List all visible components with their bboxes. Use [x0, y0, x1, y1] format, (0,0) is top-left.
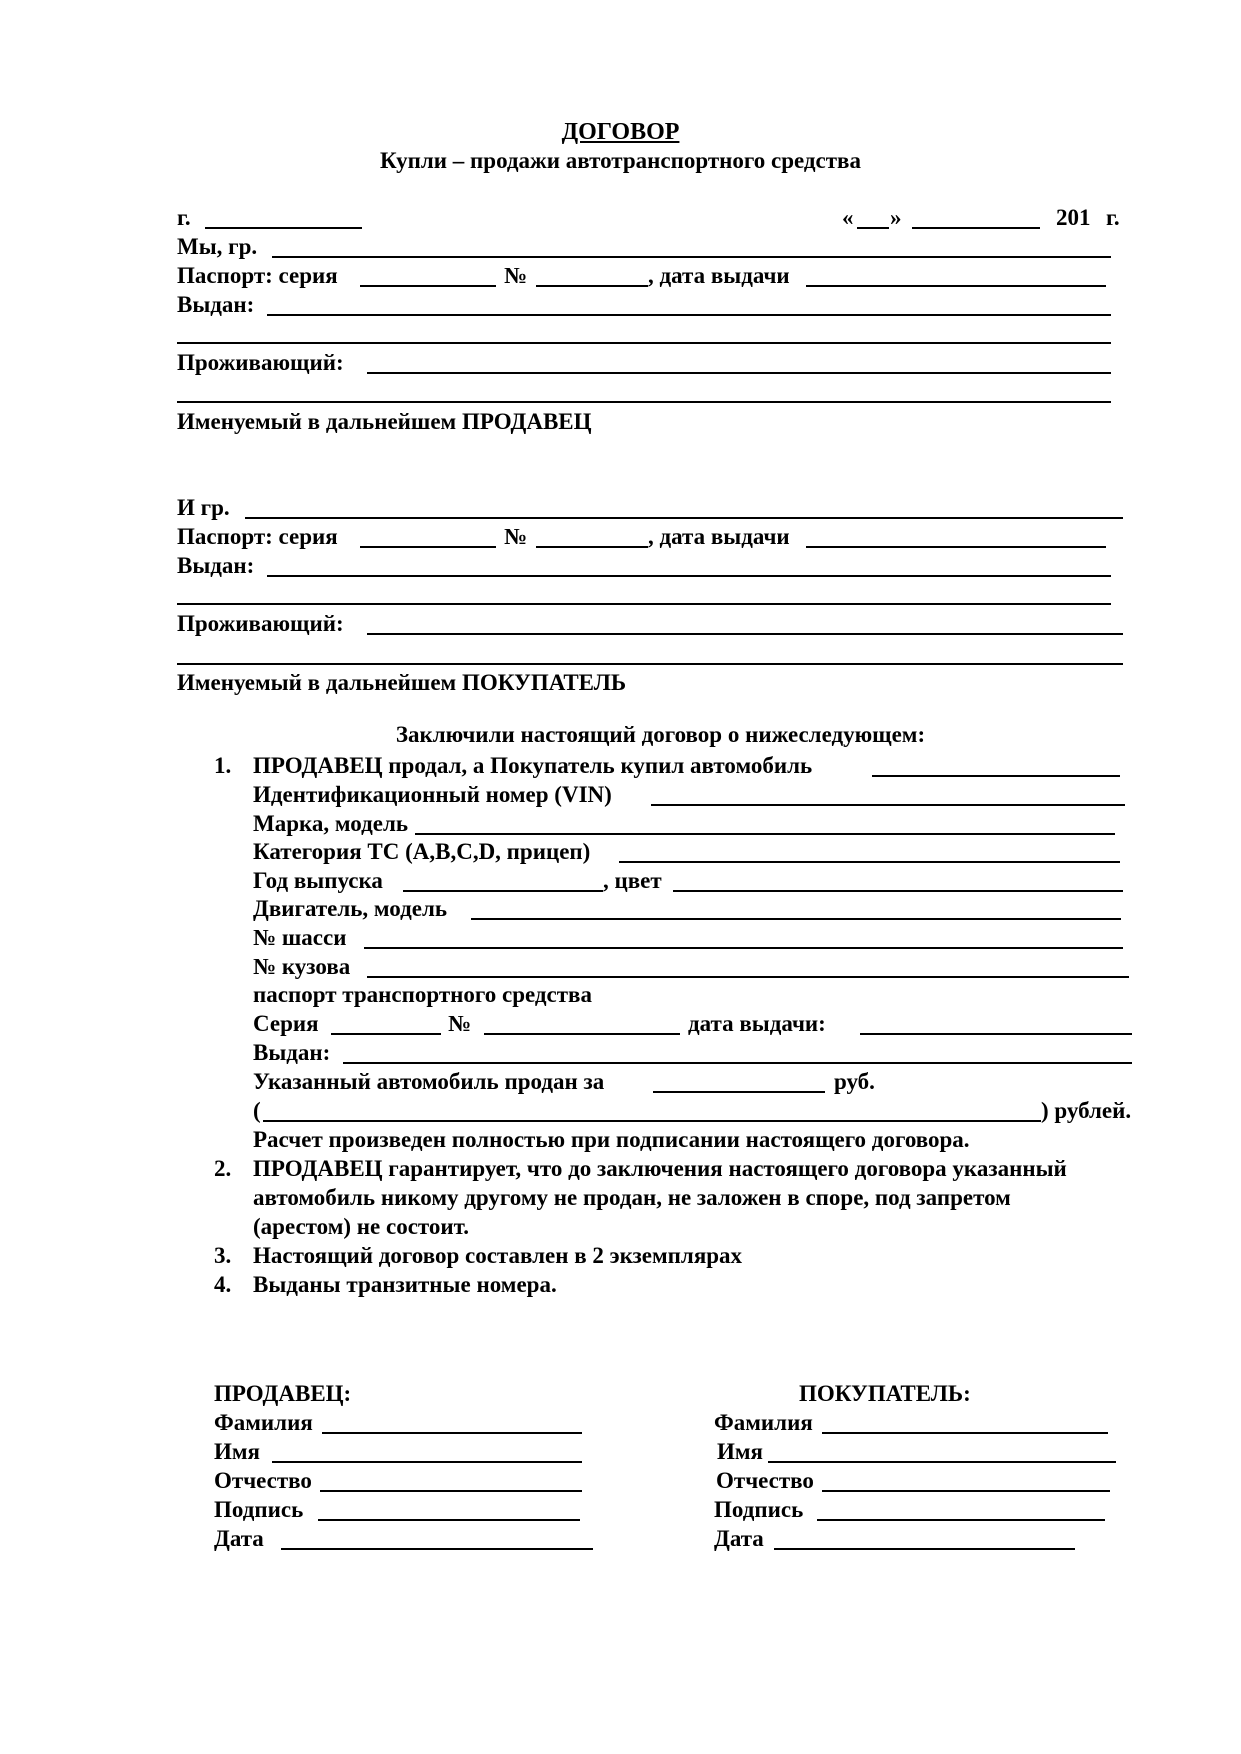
category-label: Категория ТС (A,B,C,D, прицеп) [253, 839, 591, 864]
seller-name-field[interactable] [272, 256, 1111, 258]
document-title: ДОГОВОР [561, 119, 680, 145]
pts-series-label: Серия [253, 1011, 319, 1036]
clause-1-number: 1. [214, 753, 232, 778]
header-row [0, 203, 1241, 232]
buyer-patronymic-field[interactable] [822, 1490, 1110, 1492]
engine-label: Двигатель, модель [253, 896, 448, 921]
clause-4-number: 4. [214, 1272, 232, 1297]
seller-passport-row [0, 261, 1241, 290]
buyer-residing-field-2[interactable] [177, 663, 1123, 665]
buyer-passport-number-field[interactable] [536, 546, 648, 548]
city-field[interactable] [205, 227, 362, 229]
make-model-label: Марка, модель [253, 811, 409, 836]
contract-intro: Заключили настоящий договор о нижеследующем: [395, 722, 926, 747]
seller-signature-label: Подпись [214, 1497, 304, 1522]
buyer-residing-label: Проживающий: [177, 611, 344, 636]
vin-field[interactable] [651, 804, 1125, 806]
seller-passport-series-field[interactable] [360, 285, 496, 287]
seller-residing-field-2[interactable] [177, 401, 1111, 403]
buyer-signature-field[interactable] [817, 1519, 1105, 1521]
clause-2-number: 2. [214, 1156, 232, 1181]
color-label: , цвет [603, 868, 662, 893]
day-field[interactable] [857, 227, 889, 229]
body-label: № кузова [253, 954, 351, 979]
seller-issued-label: Выдан: [177, 292, 255, 317]
price-unit: руб. [834, 1069, 875, 1094]
buyer-date-field[interactable] [774, 1548, 1075, 1550]
seller-name-row [0, 232, 1241, 261]
buyer-passport-series-label: Паспорт: серия [177, 524, 338, 549]
seller-residing-row [0, 348, 1241, 377]
category-field[interactable] [619, 861, 1120, 863]
year-field[interactable] [403, 890, 603, 892]
pts-date-field[interactable] [860, 1033, 1132, 1035]
seller-passport-number-field[interactable] [536, 285, 648, 287]
pts-label: паспорт транспортного средства [253, 982, 592, 1007]
price-label: Указанный автомобиль продан за [253, 1069, 605, 1094]
buyer-name-field[interactable] [245, 517, 1123, 519]
seller-firstname-label: Имя [214, 1439, 260, 1464]
buyer-heading: ПОКУПАТЕЛЬ: [799, 1381, 971, 1406]
seller-passport-date-field[interactable] [806, 285, 1106, 287]
seller-patronymic-label: Отчество [214, 1468, 312, 1493]
clause-2-line-1: ПРОДАВЕЦ гарантирует, что до заключения настоящего договора указанный [253, 1156, 1067, 1181]
buyer-firstname-label: Имя [717, 1439, 763, 1464]
quote-open: « [842, 205, 854, 230]
buyer-residing-row [0, 609, 1241, 638]
vin-label: Идентификационный номер (VIN) [253, 782, 612, 807]
buyer-passport-row [0, 522, 1241, 551]
chassis-label: № шасси [253, 925, 347, 950]
seller-surname-label: Фамилия [214, 1410, 313, 1435]
seller-role-text: Именуемый в дальнейшем ПРОДАВЕЦ [177, 409, 592, 434]
price-words-field[interactable] [263, 1120, 1041, 1122]
seller-issued-field-2[interactable] [177, 342, 1111, 344]
engine-field[interactable] [471, 918, 1121, 920]
buyer-surname-label: Фамилия [714, 1410, 813, 1435]
pts-number-label: № [448, 1011, 472, 1036]
seller-passport-number-label: № [504, 263, 528, 288]
buyer-surname-field[interactable] [822, 1432, 1108, 1434]
seller-name-label: Мы, гр. [177, 234, 258, 259]
seller-issued-field[interactable] [267, 314, 1111, 316]
buyer-residing-field[interactable] [367, 633, 1123, 635]
clause-2-line-3: (арестом) не состоит. [253, 1214, 469, 1239]
price-field[interactable] [653, 1091, 825, 1093]
year-suffix: г. [1106, 205, 1120, 230]
seller-issued-row [0, 290, 1241, 319]
year-label: Год выпуска [253, 868, 383, 893]
buyer-name-label: И гр. [177, 495, 230, 520]
clause-4-text: Выданы транзитные номера. [253, 1272, 557, 1297]
buyer-passport-date-label: , дата выдачи [648, 524, 790, 549]
buyer-passport-series-field[interactable] [360, 546, 496, 548]
buyer-date-label: Дата [714, 1526, 764, 1551]
price-words-close: ) рублей. [1041, 1098, 1132, 1123]
pts-date-label: дата выдачи: [688, 1011, 826, 1036]
seller-residing-field[interactable] [367, 372, 1111, 374]
pts-issued-field[interactable] [343, 1062, 1132, 1064]
buyer-firstname-field[interactable] [768, 1461, 1116, 1463]
quote-close: » [890, 205, 902, 230]
car-field[interactable] [872, 775, 1120, 777]
buyer-signature-label: Подпись [714, 1497, 804, 1522]
seller-date-label: Дата [214, 1526, 264, 1551]
buyer-name-row [0, 493, 1241, 522]
pts-series-field[interactable] [331, 1033, 441, 1035]
buyer-issued-field-2[interactable] [177, 603, 1111, 605]
buyer-issued-field[interactable] [267, 575, 1111, 577]
buyer-patronymic-label: Отчество [716, 1468, 814, 1493]
buyer-issued-label: Выдан: [177, 553, 255, 578]
price-words-open: ( [253, 1098, 261, 1123]
payment-text: Расчет произведен полностью при подписании настоящего договора. [253, 1127, 970, 1152]
pts-issued-label: Выдан: [253, 1040, 331, 1065]
month-field[interactable] [912, 227, 1040, 229]
year-label: 201 [1056, 205, 1091, 230]
buyer-issued-row [0, 551, 1241, 580]
seller-residing-label: Проживающий: [177, 350, 344, 375]
buyer-passport-date-field[interactable] [806, 546, 1106, 548]
make-model-field[interactable] [415, 833, 1115, 835]
city-label: г. [177, 205, 191, 230]
clause-3-number: 3. [214, 1243, 232, 1268]
chassis-field[interactable] [364, 947, 1123, 949]
clause-1-sold-label: ПРОДАВЕЦ продал, а Покупатель купил автомобиль [253, 753, 813, 778]
buyer-role-text: Именуемый в дальнейшем ПОКУПАТЕЛЬ [177, 670, 627, 695]
body-field[interactable] [367, 976, 1129, 978]
seller-passport-series-label: Паспорт: серия [177, 263, 338, 288]
seller-passport-date-label: , дата выдачи [648, 263, 790, 288]
document-subtitle: Купли – продажи автотранспортного средства [380, 148, 861, 173]
pts-number-field[interactable] [484, 1033, 680, 1035]
buyer-passport-number-label: № [504, 524, 528, 549]
clause-3-text: Настоящий договор составлен в 2 экземплярах [253, 1243, 743, 1268]
seller-heading: ПРОДАВЕЦ: [214, 1381, 352, 1406]
color-field[interactable] [673, 890, 1123, 892]
clause-2-line-2: автомобиль никому другому не продан, не заложен в споре, под запретом [253, 1185, 1011, 1210]
